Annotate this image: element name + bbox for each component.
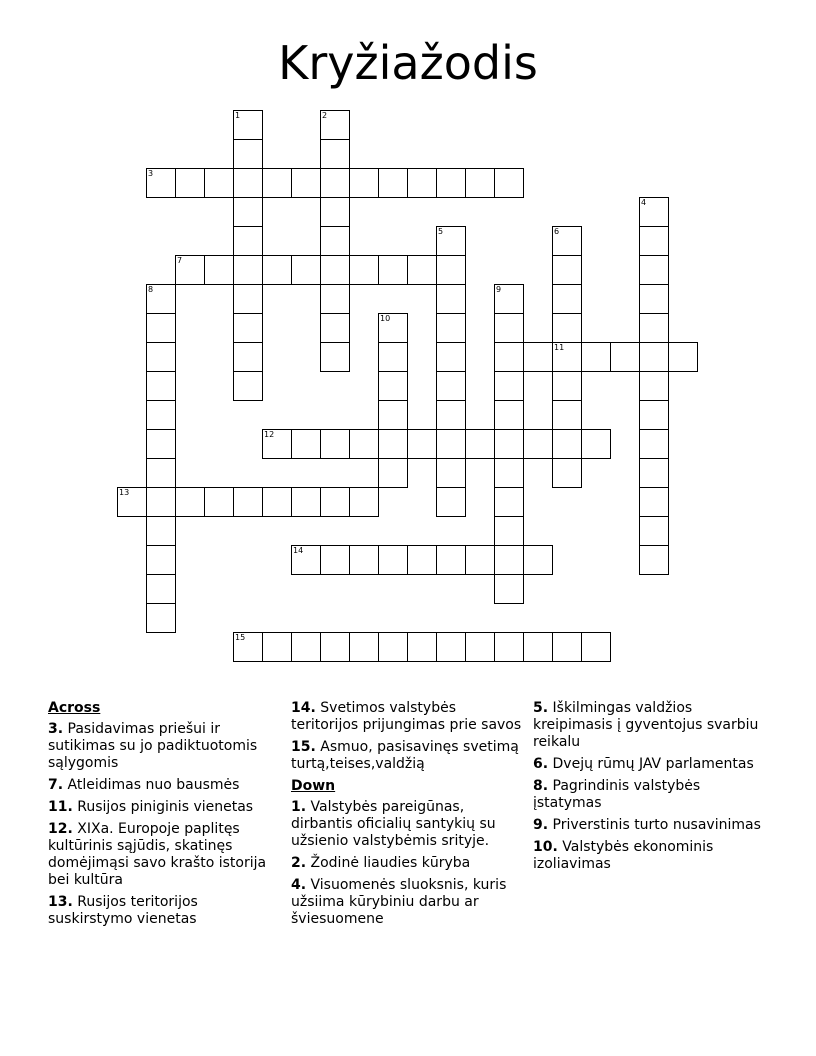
grid-cell[interactable] xyxy=(494,516,524,546)
grid-cell[interactable] xyxy=(291,632,321,662)
grid-cell[interactable] xyxy=(146,168,176,198)
clue-text: Pagrindinis valstybės įstatymas xyxy=(533,778,701,811)
grid-cell[interactable] xyxy=(436,168,466,198)
clue-number: 7. xyxy=(48,777,64,793)
grid-cell[interactable] xyxy=(552,458,582,488)
grid-cell-number: 1 xyxy=(235,111,241,120)
grid-cell[interactable] xyxy=(494,342,524,372)
grid-cell[interactable] xyxy=(233,284,263,314)
grid-cell[interactable] xyxy=(407,255,437,285)
grid-cell[interactable] xyxy=(552,255,582,285)
clue-text: Priverstinis turto nusavinimas xyxy=(552,817,761,833)
grid-cell[interactable] xyxy=(146,516,176,546)
grid-cell[interactable] xyxy=(291,545,321,575)
grid-cell[interactable] xyxy=(436,487,466,517)
grid-cell[interactable] xyxy=(378,255,408,285)
grid-cell[interactable] xyxy=(378,313,408,343)
grid-cell[interactable] xyxy=(639,371,669,401)
clue-down-10 xyxy=(533,839,765,873)
grid-cell[interactable] xyxy=(494,400,524,430)
grid-cell-number: 10 xyxy=(380,314,391,323)
grid-cell[interactable] xyxy=(262,429,292,459)
grid-cell[interactable] xyxy=(320,429,350,459)
grid-cell[interactable] xyxy=(233,139,263,169)
grid-cell[interactable] xyxy=(349,632,379,662)
grid-cell[interactable] xyxy=(465,429,495,459)
clue-across-7 xyxy=(48,777,280,794)
grid-cell[interactable] xyxy=(465,168,495,198)
clue-text: Valstybės ekonominis izoliavimas xyxy=(533,839,714,872)
grid-cell[interactable] xyxy=(233,110,263,140)
grid-cell[interactable] xyxy=(436,458,466,488)
grid-cell[interactable] xyxy=(494,487,524,517)
grid-cell[interactable] xyxy=(378,400,408,430)
clue-text: Iškilmingas valdžios kreipimasis į gyventojus svarbiu reikalu xyxy=(533,700,759,750)
grid-cell[interactable] xyxy=(349,255,379,285)
grid-cell[interactable] xyxy=(146,545,176,575)
grid-cell[interactable] xyxy=(320,226,350,256)
grid-cell[interactable] xyxy=(204,487,234,517)
grid-cell[interactable] xyxy=(494,313,524,343)
grid-cell[interactable] xyxy=(436,255,466,285)
grid-cell[interactable] xyxy=(233,371,263,401)
grid-cell[interactable] xyxy=(117,487,147,517)
grid-cell[interactable] xyxy=(320,284,350,314)
grid-cell[interactable] xyxy=(320,313,350,343)
clue-column-3 xyxy=(533,700,765,878)
grid-cell[interactable] xyxy=(407,632,437,662)
grid-cell[interactable] xyxy=(233,313,263,343)
grid-cell[interactable] xyxy=(204,255,234,285)
grid-cell[interactable] xyxy=(320,487,350,517)
grid-cell-number: 14 xyxy=(293,546,304,555)
grid-cell[interactable] xyxy=(146,429,176,459)
grid-cell[interactable] xyxy=(291,168,321,198)
grid-cell[interactable] xyxy=(378,429,408,459)
grid-cell[interactable] xyxy=(639,313,669,343)
grid-cell[interactable] xyxy=(233,197,263,227)
grid-cell-number: 13 xyxy=(119,488,130,497)
grid-cell[interactable] xyxy=(146,284,176,314)
grid-cell[interactable] xyxy=(639,458,669,488)
grid-cell[interactable] xyxy=(378,632,408,662)
clue-across-13 xyxy=(48,894,280,928)
grid-cell[interactable] xyxy=(407,168,437,198)
grid-cell[interactable] xyxy=(436,284,466,314)
clue-down-4 xyxy=(291,877,523,928)
clue-down-6 xyxy=(533,756,765,773)
clue-down-8 xyxy=(533,778,765,812)
grid-cell[interactable] xyxy=(175,255,205,285)
clue-number: 12. xyxy=(48,821,73,837)
grid-cell[interactable] xyxy=(349,168,379,198)
grid-cell[interactable] xyxy=(233,632,263,662)
grid-cell[interactable] xyxy=(262,255,292,285)
grid-cell[interactable] xyxy=(233,226,263,256)
grid-cell[interactable] xyxy=(349,545,379,575)
grid-cell[interactable] xyxy=(552,342,582,372)
grid-cell-number: 2 xyxy=(322,111,328,120)
grid-cell[interactable] xyxy=(494,458,524,488)
grid-cell[interactable] xyxy=(523,632,553,662)
grid-cell[interactable] xyxy=(146,342,176,372)
grid-cell[interactable] xyxy=(320,255,350,285)
grid-cell[interactable] xyxy=(552,632,582,662)
grid-cell[interactable] xyxy=(639,516,669,546)
clue-across-3 xyxy=(48,721,280,772)
clue-across-11 xyxy=(48,799,280,816)
grid-cell-number: 7 xyxy=(177,256,183,265)
grid-cell[interactable] xyxy=(494,429,524,459)
grid-cell[interactable] xyxy=(552,284,582,314)
grid-cell[interactable] xyxy=(436,313,466,343)
grid-cell[interactable] xyxy=(262,487,292,517)
grid-cell[interactable] xyxy=(494,632,524,662)
grid-cell[interactable] xyxy=(146,574,176,604)
grid-cell[interactable] xyxy=(610,342,640,372)
clue-text: Rusijos teritorijos suskirstymo vienetas xyxy=(48,894,198,927)
grid-cell[interactable] xyxy=(639,429,669,459)
clue-number: 10. xyxy=(533,839,558,855)
grid-cell[interactable] xyxy=(552,429,582,459)
clue-text: Dvejų rūmų JAV parlamentas xyxy=(552,756,754,772)
grid-cell[interactable] xyxy=(233,487,263,517)
clue-down-1 xyxy=(291,799,523,850)
grid-cell[interactable] xyxy=(378,168,408,198)
grid-cell[interactable] xyxy=(494,168,524,198)
grid-cell[interactable] xyxy=(378,371,408,401)
clue-number: 14. xyxy=(291,700,316,716)
clue-down-5 xyxy=(533,700,765,751)
grid-cell[interactable] xyxy=(233,342,263,372)
grid-cell[interactable] xyxy=(639,342,669,372)
grid-cell[interactable] xyxy=(146,487,176,517)
grid-cell[interactable] xyxy=(494,574,524,604)
grid-cell[interactable] xyxy=(262,168,292,198)
clue-text: Atleidimas nuo bausmės xyxy=(67,777,240,793)
grid-cell[interactable] xyxy=(146,458,176,488)
clue-across-15 xyxy=(291,739,523,773)
grid-cell[interactable] xyxy=(320,197,350,227)
clue-number: 8. xyxy=(533,778,549,794)
grid-cell[interactable] xyxy=(378,458,408,488)
grid-cell[interactable] xyxy=(320,110,350,140)
grid-cell[interactable] xyxy=(291,255,321,285)
page-title: Kryžiažodis xyxy=(278,36,538,90)
grid-cell-number: 4 xyxy=(641,198,647,207)
clue-column-1 xyxy=(48,700,280,933)
clue-text: Valstybės pareigūnas, dirbantis oficialių santykių su užsienio valstybėmis srityje. xyxy=(291,799,496,849)
grid-cell[interactable] xyxy=(668,342,698,372)
clue-text: Pasidavimas priešui ir sutikimas su jo padiktuotomis sąlygomis xyxy=(48,721,258,771)
grid-cell[interactable] xyxy=(233,255,263,285)
grid-cell[interactable] xyxy=(349,487,379,517)
down-heading: Down xyxy=(291,778,336,794)
grid-cell[interactable] xyxy=(552,371,582,401)
clue-number: 5. xyxy=(533,700,549,716)
clue-number: 3. xyxy=(48,721,64,737)
grid-cell[interactable] xyxy=(320,168,350,198)
clue-column-2 xyxy=(291,700,523,933)
grid-cell[interactable] xyxy=(639,197,669,227)
grid-cell[interactable] xyxy=(204,168,234,198)
grid-cell[interactable] xyxy=(436,226,466,256)
grid-cell[interactable] xyxy=(436,632,466,662)
grid-cell[interactable] xyxy=(552,400,582,430)
grid-cell[interactable] xyxy=(291,487,321,517)
grid-cell[interactable] xyxy=(639,226,669,256)
grid-cell[interactable] xyxy=(581,429,611,459)
grid-cell-number: 8 xyxy=(148,285,154,294)
grid-cell-number: 9 xyxy=(496,285,502,294)
grid-cell[interactable] xyxy=(320,139,350,169)
clue-down-9 xyxy=(533,817,765,834)
grid-cell[interactable] xyxy=(581,342,611,372)
grid-cell-number: 6 xyxy=(554,227,560,236)
grid-cell-number: 5 xyxy=(438,227,444,236)
grid-cell[interactable] xyxy=(407,545,437,575)
grid-cell[interactable] xyxy=(523,545,553,575)
grid-cell[interactable] xyxy=(639,255,669,285)
grid-cell[interactable] xyxy=(349,429,379,459)
grid-cell[interactable] xyxy=(146,400,176,430)
grid-cell[interactable] xyxy=(552,226,582,256)
grid-cell-number: 11 xyxy=(554,343,565,352)
clue-number: 1. xyxy=(291,799,307,815)
grid-cell[interactable] xyxy=(146,313,176,343)
grid-cell[interactable] xyxy=(639,284,669,314)
grid-cell[interactable] xyxy=(436,429,466,459)
grid-cell[interactable] xyxy=(494,284,524,314)
grid-cell[interactable] xyxy=(465,545,495,575)
clue-text: Asmuo, pasisavinęs svetimą turtą,teises,valdžią xyxy=(291,739,519,772)
clue-across-14 xyxy=(291,700,523,734)
grid-cell[interactable] xyxy=(639,545,669,575)
clue-number: 11. xyxy=(48,799,73,815)
grid-cell[interactable] xyxy=(320,632,350,662)
grid-cell-number: 3 xyxy=(148,169,154,178)
clue-down-2 xyxy=(291,855,523,872)
clue-text: Rusijos piniginis vienetas xyxy=(77,799,254,815)
clue-number: 9. xyxy=(533,817,549,833)
grid-cell[interactable] xyxy=(523,429,553,459)
grid-cell[interactable] xyxy=(465,632,495,662)
clue-text: Žodinė liaudies kūryba xyxy=(310,855,471,871)
grid-cell[interactable] xyxy=(233,168,263,198)
clue-number: 15. xyxy=(291,739,316,755)
grid-cell-number: 12 xyxy=(264,430,275,439)
grid-cell[interactable] xyxy=(639,400,669,430)
grid-cell[interactable] xyxy=(494,371,524,401)
grid-cell[interactable] xyxy=(378,545,408,575)
grid-cell[interactable] xyxy=(175,487,205,517)
grid-cell[interactable] xyxy=(436,371,466,401)
clue-number: 6. xyxy=(533,756,549,772)
grid-cell[interactable] xyxy=(552,313,582,343)
grid-cell[interactable] xyxy=(262,632,292,662)
grid-cell[interactable] xyxy=(407,429,437,459)
grid-cell[interactable] xyxy=(523,342,553,372)
clue-number: 13. xyxy=(48,894,73,910)
across-heading: Across xyxy=(48,700,101,716)
grid-cell[interactable] xyxy=(146,371,176,401)
grid-cell[interactable] xyxy=(146,603,176,633)
grid-cell[interactable] xyxy=(175,168,205,198)
grid-cell[interactable] xyxy=(639,487,669,517)
clue-number: 4. xyxy=(291,877,307,893)
grid-cell-number: 15 xyxy=(235,633,246,642)
grid-cell[interactable] xyxy=(436,342,466,372)
grid-cell[interactable] xyxy=(320,545,350,575)
grid-cell[interactable] xyxy=(320,342,350,372)
grid-cell[interactable] xyxy=(436,545,466,575)
grid-cell[interactable] xyxy=(436,400,466,430)
clue-text: Svetimos valstybės teritorijos prijungimas prie savos xyxy=(291,700,522,733)
grid-cell[interactable] xyxy=(291,429,321,459)
clue-across-12 xyxy=(48,821,280,889)
grid-cell[interactable] xyxy=(494,545,524,575)
clue-number: 2. xyxy=(291,855,307,871)
clue-text: Visuomenės sluoksnis, kuris užsiima kūrybiniu darbu ar šviesuomene xyxy=(291,877,507,927)
grid-cell[interactable] xyxy=(581,632,611,662)
clue-text: XIXa. Europoje paplitęs kultūrinis sąjūdis, skatinęs domėjimąsi savo krašto istorija bei kultūra xyxy=(48,821,267,888)
grid-cell[interactable] xyxy=(378,342,408,372)
